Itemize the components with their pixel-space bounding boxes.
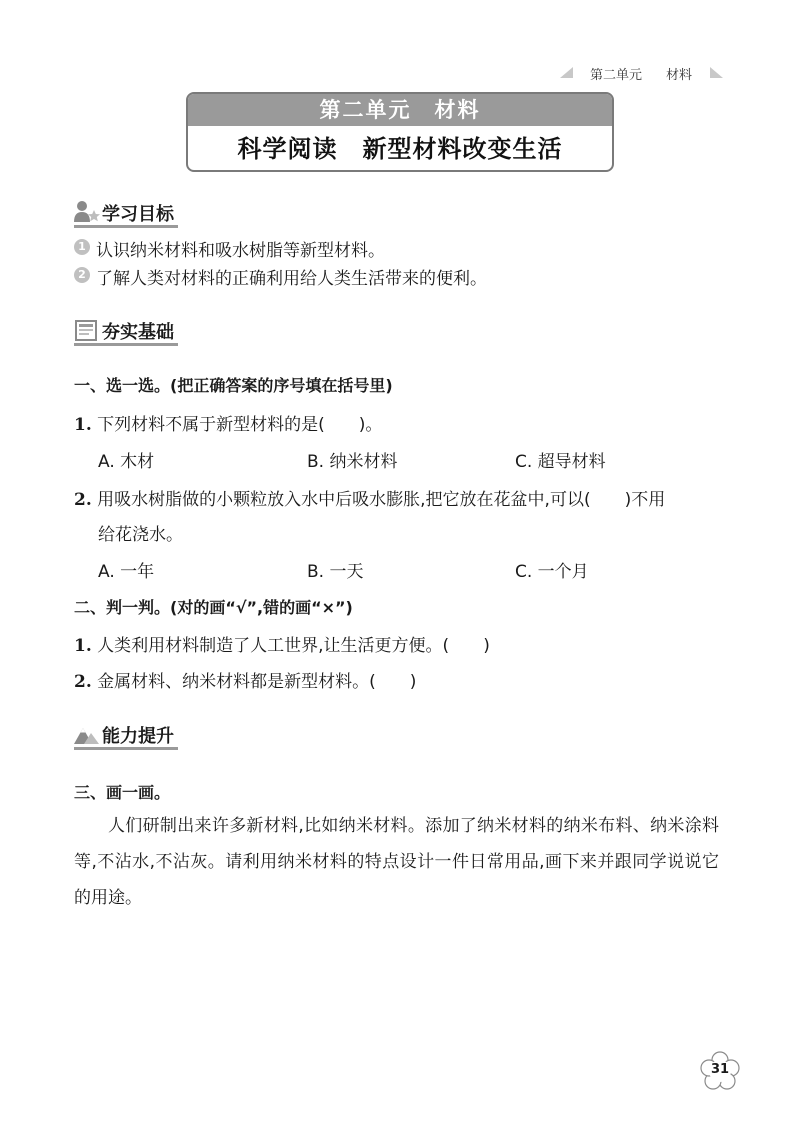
question-text: 人类利用材料制造了人工世界,让生活更方便。( ) [97, 636, 490, 656]
running-header [560, 62, 730, 84]
triangle-right-icon [710, 67, 723, 78]
option-b: B. 一天 [307, 562, 364, 582]
goal-item [74, 236, 674, 262]
question-2-1 [74, 631, 490, 656]
goal-number-1: 1 [74, 239, 90, 255]
option-a: A. 木材 [98, 452, 155, 472]
question-text: 用吸水树脂做的小颗粒放入水中后吸水膨胀,把它放在花盆中,可以( )不用 [97, 490, 666, 510]
mountain-icon [74, 722, 100, 746]
section-goals-label: 学习目标 [102, 204, 174, 225]
goal-text-1: 认识纳米材料和吸水树脂等新型材料。 [96, 241, 385, 261]
question-number: 1. [74, 636, 92, 656]
question-text: 金属材料、纳米材料都是新型材料。( ) [97, 672, 417, 692]
part3-paragraph: 人们研制出来许多新材料,比如纳米材料。添加了纳米材料的纳米布料、纳米涂料等,不沾水,不沾灰。请利用纳米材料的特点设计一件日常用品,画下来并跟同学说说它的用途。 [74, 816, 719, 908]
question-1-1 [74, 410, 382, 435]
title-box [186, 92, 614, 172]
section-goals [74, 198, 214, 228]
running-header-unit: 第二单元 [590, 68, 643, 83]
question-1-2 [74, 485, 665, 510]
lesson-title: 科学阅读 新型材料改变生活 [237, 134, 563, 163]
goal-item [74, 264, 674, 290]
book-icon [74, 318, 100, 342]
question-number: 1. [74, 415, 92, 435]
page-number-text: 31 [710, 1062, 730, 1077]
section-rule [74, 747, 178, 750]
section-advance-label: 能力提升 [102, 726, 174, 747]
question-2-2 [74, 667, 416, 692]
option-c: C. 一个月 [515, 562, 589, 582]
triangle-left-icon [560, 67, 573, 78]
part2-heading: 二、判一判。(对的画“√”,错的画“×”) [74, 598, 353, 617]
question-number: 2. [74, 672, 92, 692]
section-advance [74, 720, 214, 750]
part3-heading: 三、画一画。 [74, 783, 171, 802]
goal-text-2: 了解人类对材料的正确利用给人类生活带来的便利。 [96, 269, 487, 289]
section-basics [74, 316, 214, 346]
option-b: B. 纳米材料 [307, 452, 398, 472]
section-rule [74, 343, 178, 346]
goal-number-2: 2 [74, 267, 90, 283]
running-header-topic: 材料 [666, 68, 693, 83]
section-basics-label: 夯实基础 [102, 322, 174, 343]
page-number [700, 1051, 740, 1091]
question-text: 下列材料不属于新型材料的是( )。 [97, 415, 383, 435]
option-a: A. 一年 [98, 562, 155, 582]
section-rule [74, 225, 178, 228]
question-text-continued: 给花浇水。 [98, 525, 183, 545]
part1-heading: 一、选一选。(把正确答案的序号填在括号里) [74, 376, 393, 395]
unit-title: 第二单元 材料 [188, 94, 612, 126]
option-c: C. 超导材料 [515, 452, 606, 472]
question-number: 2. [74, 490, 92, 510]
person-star-icon [74, 200, 100, 224]
